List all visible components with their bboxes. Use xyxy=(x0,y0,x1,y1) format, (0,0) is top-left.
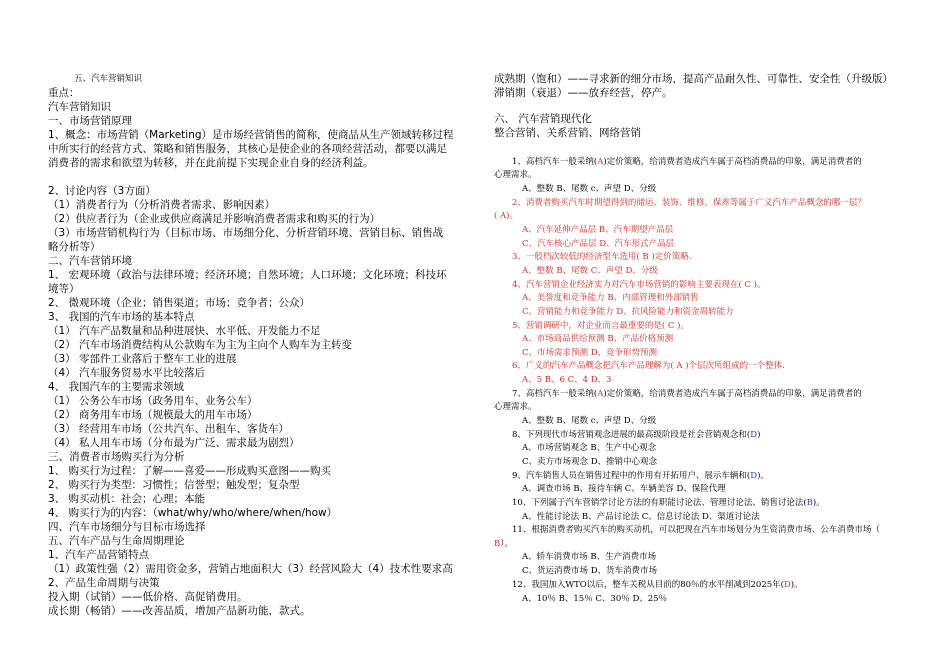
body-line: 1、 购买行为过程：了解——喜爱——形成购买意图——购买 xyxy=(48,465,332,477)
section6-subtitle: 整合营销、关系营销、网络营销 xyxy=(494,127,641,139)
body-line: 2、产品生命周期与决策 xyxy=(48,577,160,589)
question-1: 1、高档汽车一般采纳(A)定价策略，给消费者造成汽车属于高档消费品的印象，满足消费者的 xyxy=(512,157,862,167)
body-line: 3、 我国的汽车市场的基本特点 xyxy=(48,311,195,323)
body-line: （2） 汽车市场消费结构从公款购车为主为主向个人购车为主转变 xyxy=(48,339,353,351)
question-4-options-1: A、美誉度和竞争能力 B、内部管理和外部销售 xyxy=(522,293,699,303)
body-line: 3、 购买动机：社会；心理；本能 xyxy=(48,493,206,505)
body-line: 2、讨论内容（3方面） xyxy=(48,185,156,197)
question-4: 4、汽车营销企业经济实力对汽车市场营销的影响主要表现在( C )。 xyxy=(512,280,766,290)
question-9-options: A、调查市场 B、接待车辆 C、车辆美容 D、保险代理 xyxy=(522,484,726,494)
question-12: 12、我国加入WTO以后，整车关税从目前的80％的水平削减到2025年(D)。 xyxy=(512,580,803,590)
question-3: 3、一般档次较低的经济型车选用( B )定价策略. xyxy=(512,252,692,262)
question-9: 9、汽车销售人员在销售过程中的作用有开拓用户、展示车辆和(D)。 xyxy=(512,471,769,481)
question-2-answer: ( A)。 xyxy=(494,211,518,221)
question-10: 10、下列属于汽车营销学讨论方法的有职能讨论法、管理讨论法、销售讨论法(B)。 xyxy=(512,498,825,508)
question-11: 11、根据消费者购买汽车的购买动机，可以把现在汽车市场划分为生资消费市场、公车消费市场（ xyxy=(512,525,880,535)
question-10-options: A、性能讨论法 B、产品讨论法 C、信息讨论法 D、渠道讨论法 xyxy=(522,512,760,522)
answer: D xyxy=(750,471,758,481)
body-line: （1）政策性强（2）需用资金多，营销占地面积大（3）经营风险大（4）技术性要求高 xyxy=(48,563,453,575)
body-line: （1） 汽车产品数量和品种进展快、水平低、开发能力不足 xyxy=(48,325,321,337)
answer: A xyxy=(597,389,604,399)
body-line: 1、汽车产品营销特点 xyxy=(48,549,150,561)
body-line: 投入期（试销）——低价格、高促销费用。 xyxy=(48,591,248,603)
body-line: （2）供应者行为（企业或供应商满足并影响消费者需求和购买的行为） xyxy=(48,213,381,225)
answer: D xyxy=(783,580,791,590)
body-line: （3） 经营用车市场（公共汽车、出租车、客货车） xyxy=(48,423,290,435)
body-line: 消费者的需求和欲望为转移，并在此前提下实现企业自身的经济利益。 xyxy=(48,157,374,169)
question-7-options: A、整数 B、尾数 c、声望 D、分级 xyxy=(522,416,657,426)
answer: B xyxy=(494,539,501,549)
body-line: 2、 微观环境（企业；销售渠道；市场；竞争者；公众） xyxy=(48,297,311,309)
body-line: （3）市场营销机构行为（目标市场、市场细分化、分析营销环境、营销目标、销售战 xyxy=(48,227,444,239)
question-8-options-1: A、市场营销观念 B、生产中心观念 xyxy=(522,443,657,453)
stage-maturity: 成熟期（饱和）——寻求新的细分市场，提高产品耐久性、可靠性、安全性（升级版） xyxy=(494,73,893,85)
question-2-options-1: A、汽车延伸产品层 B、汽车期望产品层 xyxy=(522,225,674,235)
answer: B xyxy=(806,498,813,508)
body-line: 四、汽车市场细分与目标市场选择 xyxy=(48,521,206,533)
body-line: 略分析等） xyxy=(48,241,101,253)
answer: D xyxy=(750,430,758,440)
body-line: 1、 宏观环境（政治与法律环境；经济环境；自然环境；人口环境；文化环境；科技环 xyxy=(48,269,447,281)
body-line: （2） 商务用车市场（规模最大的用车市场） xyxy=(48,409,258,421)
body-line: 4、 我国汽车的主要需求领域 xyxy=(48,381,185,393)
body-line: （1）消费者行为（分析消费者需求、影响因素） xyxy=(48,199,276,211)
body-line: （4） 私人用车市场（分布最为广泛、需求最为剧烈） xyxy=(48,437,300,449)
body-line: 中所实行的经营方式、策略和销售服务，其核心是使企业的各项经营活动，都要以满足 xyxy=(48,143,447,155)
doc-heading: 汽车营销知识 xyxy=(48,101,111,113)
section-title: 五、汽车营销知识 xyxy=(74,74,143,84)
question-7-cont: 心理需求。 xyxy=(494,402,537,412)
body-line: （4） 汽车服务贸易水平比较落后 xyxy=(48,367,206,379)
body-line: 一、市场营销原理 xyxy=(48,115,132,127)
body-line: 2、 购买行为类型：习惯性；信誉型；触发型；复杂型 xyxy=(48,479,300,491)
question-2: 2、消费者购买汽车时期望得到的储运、装饰、维修、保养等属于广义汽车产品概念的哪一层？ xyxy=(512,198,866,208)
question-5: 5、营销调研中，对企业而言最重要的是( C )。 xyxy=(512,321,689,331)
question-5-options-2: C、市场需求预测 D、竞争形势预测 xyxy=(522,348,658,358)
question-5-options-1: A、市场商品供给预测 B、产品价格预测 xyxy=(522,334,674,344)
question-1-cont: 心理需求。 xyxy=(494,170,537,180)
body-line: （1） 公务公车市场（政务用车、业务公车） xyxy=(48,395,258,407)
body-line: 五、汽车产品与生命周期理论 xyxy=(48,535,185,547)
body-line: 成长期（畅销）——改善品质，增加产品新功能，款式。 xyxy=(48,605,311,617)
stage-decline: 滞销期（衰退）——放弃经营，停产。 xyxy=(494,87,673,99)
question-11-answer: B）。 xyxy=(494,539,514,549)
question-4-options-2: C、营销能力和竞争能力 D、抗风险能力和资金周转能力 xyxy=(522,307,734,317)
question-3-options: A、整数 B、尾数 C、声望 D、分级 xyxy=(522,266,658,276)
question-6: 6、广义的汽车产品概念把汽车产品理解为( A )个层次所组成的一个整体. xyxy=(512,361,785,371)
question-7: 7、高档汽车一般采纳(A)定价策略，给消费者造成汽车属于高档消费品的印象，满足消费者的 xyxy=(512,389,862,399)
question-8: 8、下列现代市场营销观念进展的最高级阶段是社会营销观念和(D) xyxy=(512,430,761,440)
question-1-options: A、整数 B、尾数 c、声望 D、分级 xyxy=(522,184,657,194)
body-line: （3） 零部件工业落后于整车工业的进展 xyxy=(48,353,237,365)
key-points-label: 重点： xyxy=(48,87,80,99)
question-11-options-2: C、货运消费市场 D、货车消费市场 xyxy=(522,566,658,576)
question-11-options-1: A、轿车消费市场 B、生产消费市场 xyxy=(522,552,657,562)
body-line: 1、概念：市场营销（Marketing）是市场经营销售的简称，使商品从生产领域转移过程 xyxy=(48,129,454,141)
body-line: 三、消费者市场购买行为分析 xyxy=(48,451,185,463)
question-2-options-2: C、汽车核心产品层 D、汽车形式产品层 xyxy=(522,239,675,249)
question-6-options: A、5 B、6 C、4 D、3 xyxy=(522,375,612,385)
question-12-options: A、10％ B、15％ C、30％ D、25％ xyxy=(522,594,668,604)
body-line: 4、 购买行为的内容：（what/why/who/where/when/how） xyxy=(48,507,338,519)
answer: A xyxy=(597,157,604,167)
question-8-options-2: C、卖方市场观念 D、推销中心观念 xyxy=(522,457,658,467)
body-line: 境等） xyxy=(48,283,80,295)
body-line: 二、汽车营销环境 xyxy=(48,255,132,267)
section6-title: 六、 汽车营销现代化 xyxy=(494,113,592,125)
